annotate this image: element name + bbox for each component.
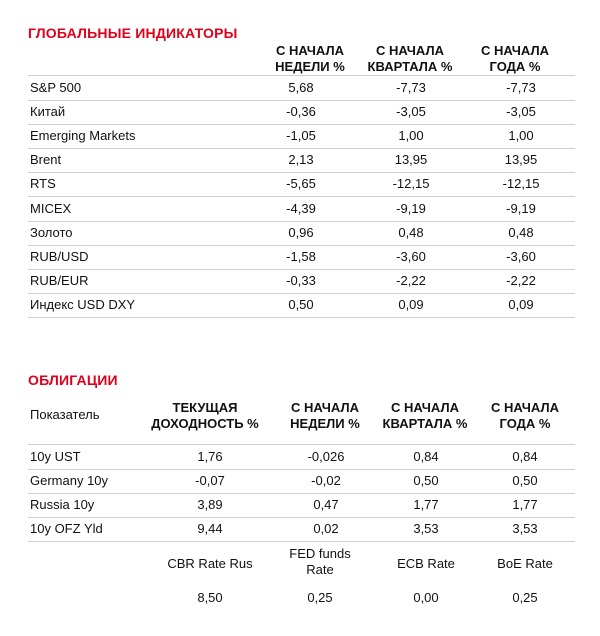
value-quarter: -9,19 — [396, 201, 426, 216]
value-week: 0,96 — [288, 225, 314, 240]
value-week: 0,47 — [313, 497, 339, 512]
table-row — [28, 245, 575, 270]
value-yield: 1,76 — [197, 449, 223, 464]
value-week: 5,68 — [288, 80, 314, 95]
row-label: S&P 500 — [30, 80, 82, 95]
row-label: Emerging Markets — [30, 128, 136, 143]
value-week: 2,13 — [288, 152, 314, 167]
rate-value-fed: 0,25 — [307, 590, 333, 605]
table-row — [28, 148, 575, 173]
col-header-week-line1: С НАЧАЛА — [291, 400, 359, 415]
value-week: 0,02 — [313, 521, 339, 536]
value-yield: -0,07 — [195, 473, 225, 488]
col-header-year-line1: С НАЧАЛА — [491, 400, 559, 415]
value-quarter: -7,73 — [396, 80, 426, 95]
value-week: -1,05 — [286, 128, 316, 143]
rate-header-fed-line1: FED funds — [289, 546, 351, 561]
value-year: -9,19 — [506, 201, 536, 216]
table-row — [28, 172, 575, 197]
value-year: 0,50 — [512, 473, 538, 488]
value-year: -7,73 — [506, 80, 536, 95]
rate-value-cbr: 8,50 — [197, 590, 223, 605]
rate-header-boe: BoE Rate — [497, 556, 553, 571]
row-label: Китай — [30, 104, 66, 119]
value-year: -12,15 — [502, 176, 540, 191]
col-header-year — [470, 400, 580, 432]
table-row — [28, 517, 575, 542]
value-week: -5,65 — [286, 176, 316, 191]
col-header-yield-line2: ДОХОДНОСТЬ % — [151, 416, 259, 431]
value-yield: 9,44 — [197, 521, 223, 536]
table-row — [28, 124, 575, 149]
value-quarter: -12,15 — [392, 176, 430, 191]
value-year: 0,48 — [508, 225, 534, 240]
value-quarter: -3,05 — [396, 104, 426, 119]
table-row — [28, 293, 575, 318]
table-row — [28, 493, 575, 518]
value-quarter: -2,22 — [396, 273, 426, 288]
value-year: 0,09 — [508, 297, 534, 312]
col-header-quarter-line1: С НАЧАЛА — [376, 43, 444, 58]
col-header-year-line2: ГОДА % — [499, 416, 551, 431]
row-label: 10y UST — [30, 449, 81, 464]
col-header-quarter-line2: КВАРТАЛА % — [382, 416, 468, 431]
col-header-week-line2: НЕДЕЛИ % — [290, 416, 360, 431]
value-week: -0,33 — [286, 273, 316, 288]
value-year: -3,05 — [506, 104, 536, 119]
col-header-week-line1: С НАЧАЛА — [276, 43, 344, 58]
col-header-quarter — [365, 400, 485, 432]
table-row — [28, 197, 575, 222]
row-label: RUB/USD — [30, 249, 89, 264]
col-header-quarter-line2: КВАРТАЛА % — [367, 59, 453, 74]
value-year: 1,77 — [512, 497, 538, 512]
table-row — [28, 269, 575, 294]
value-week: -0,36 — [286, 104, 316, 119]
col-header-quarter-line1: С НАЧАЛА — [391, 400, 459, 415]
value-quarter: 0,48 — [398, 225, 424, 240]
col-header-year-line2: ГОДА % — [489, 59, 541, 74]
rate-value-boe: 0,25 — [512, 590, 538, 605]
table-row — [28, 444, 575, 470]
value-quarter: 3,53 — [413, 521, 439, 536]
col-header-week-line2: НЕДЕЛИ % — [275, 59, 345, 74]
col-header-week — [255, 43, 365, 75]
bonds-label-header: Показатель — [30, 407, 100, 422]
table-row — [28, 221, 575, 246]
col-header-year-line1: С НАЧАЛА — [481, 43, 549, 58]
col-header-year — [460, 43, 570, 75]
value-week: -1,58 — [286, 249, 316, 264]
value-quarter: 0,50 — [413, 473, 439, 488]
value-yield: 3,89 — [197, 497, 223, 512]
row-label: RTS — [30, 176, 56, 191]
value-quarter: 0,09 — [398, 297, 424, 312]
row-label: Russia 10y — [30, 497, 95, 512]
rate-header-fed — [270, 546, 370, 578]
value-year: 13,95 — [504, 152, 538, 167]
value-year: -3,60 — [506, 249, 536, 264]
value-week: -0,026 — [307, 449, 345, 464]
value-week: -0,02 — [311, 473, 341, 488]
value-quarter: 13,95 — [394, 152, 428, 167]
value-year: 1,00 — [508, 128, 534, 143]
row-label: Brent — [30, 152, 62, 167]
row-label: 10y OFZ Yld — [30, 521, 103, 536]
row-label: Germany 10y — [30, 473, 109, 488]
bonds-title: ОБЛИГАЦИИ — [28, 372, 118, 388]
col-header-yield — [140, 400, 270, 432]
value-year: -2,22 — [506, 273, 536, 288]
value-year: 0,84 — [512, 449, 538, 464]
row-label: Золото — [30, 225, 73, 240]
global-indicators-title: ГЛОБАЛЬНЫЕ ИНДИКАТОРЫ — [28, 25, 238, 41]
row-label: MICEX — [30, 201, 72, 216]
table-row — [28, 75, 575, 101]
rate-header-ecb: ECB Rate — [397, 556, 455, 571]
row-label: Индекс USD DXY — [30, 297, 136, 312]
col-header-quarter — [350, 43, 470, 75]
value-week: 0,50 — [288, 297, 314, 312]
value-quarter: 1,00 — [398, 128, 424, 143]
value-year: 3,53 — [512, 521, 538, 536]
col-header-week — [270, 400, 380, 432]
rate-value-ecb: 0,00 — [413, 590, 439, 605]
col-header-yield-line1: ТЕКУЩАЯ — [172, 400, 238, 415]
table-row — [28, 100, 575, 125]
value-quarter: 1,77 — [413, 497, 439, 512]
row-label: RUB/EUR — [30, 273, 89, 288]
value-quarter: -3,60 — [396, 249, 426, 264]
rate-header-cbr: CBR Rate Rus — [167, 556, 253, 571]
value-week: -4,39 — [286, 201, 316, 216]
value-quarter: 0,84 — [413, 449, 439, 464]
table-row — [28, 469, 575, 494]
rate-header-fed-line2: Rate — [306, 562, 334, 577]
